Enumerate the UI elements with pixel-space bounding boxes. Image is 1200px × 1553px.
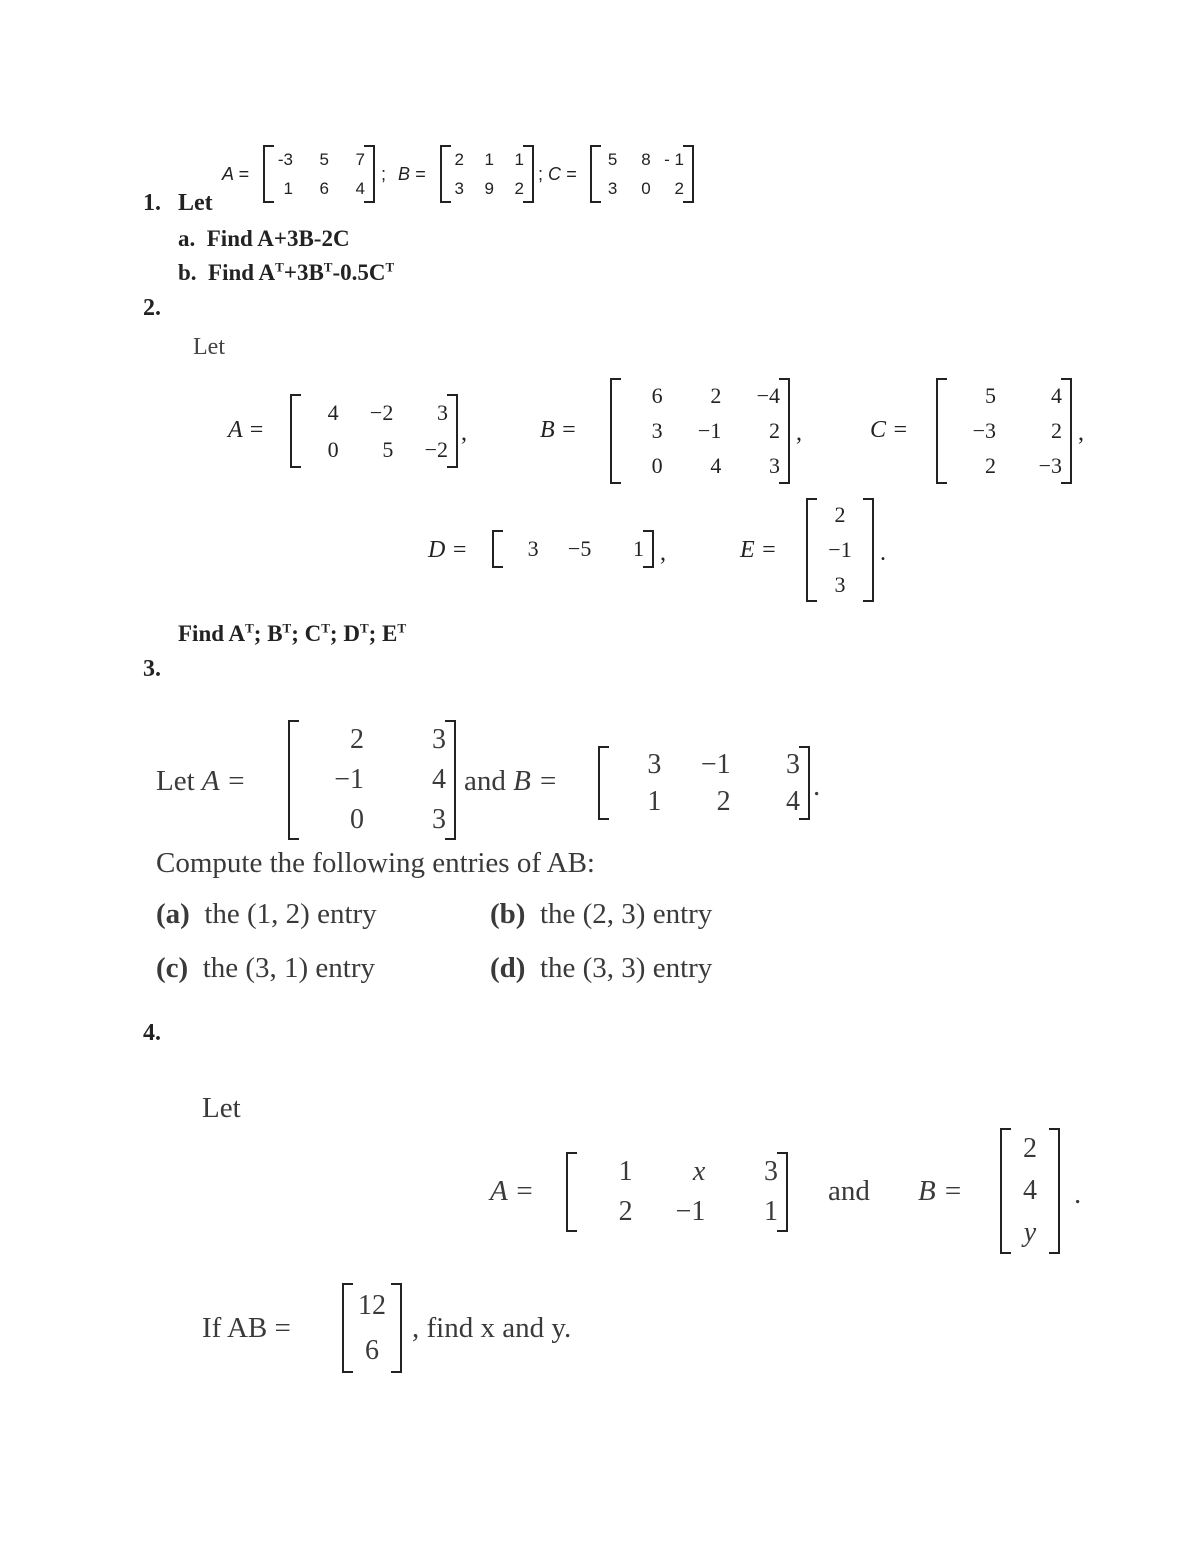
matrix-entry: 2 bbox=[834, 502, 846, 528]
p4-let: Let bbox=[202, 1092, 241, 1124]
matrix-entry: 3 bbox=[769, 453, 780, 479]
matrix-entry: 2 bbox=[350, 724, 364, 755]
matrix-entry: 3 bbox=[763, 1156, 778, 1187]
matrix-entry: 3 bbox=[786, 748, 800, 780]
p3-prompt: Compute the following entries of AB: bbox=[156, 847, 595, 879]
matrix-entry: 4 bbox=[1051, 382, 1062, 408]
matrix-entry: 3 bbox=[607, 178, 618, 198]
matrix-entry: 1 bbox=[618, 1156, 633, 1187]
matrix-entry: −4 bbox=[756, 382, 780, 408]
matrix-entry: 2 bbox=[454, 149, 464, 169]
matrix-entry: 3 bbox=[432, 804, 446, 835]
matrix-entry: −2 bbox=[424, 436, 448, 462]
p3-item-d: (d) the (3, 3) entry bbox=[490, 952, 713, 984]
p2-let: Let bbox=[193, 334, 225, 360]
matrix-entry: −1 bbox=[828, 536, 852, 562]
matrix-entry: −1 bbox=[675, 1196, 706, 1227]
p3-item-b: (b) the (2, 3) entry bbox=[490, 898, 713, 930]
p2-comma: , bbox=[796, 420, 802, 446]
matrix-entry: 3 bbox=[647, 748, 662, 780]
p3-let: Let A = bbox=[156, 765, 246, 797]
matrix-entry: 6 bbox=[651, 382, 663, 408]
p3-item-c: (c) the (3, 1) entry bbox=[156, 952, 376, 984]
matrix-entry: 3 bbox=[527, 536, 539, 561]
matrix-entry: 0 bbox=[350, 804, 364, 835]
p2-comma: , bbox=[660, 540, 666, 566]
matrix-entry: 3 bbox=[437, 399, 448, 425]
matrix-entry: 2 bbox=[514, 178, 524, 198]
matrix-entry: 7 bbox=[355, 149, 365, 169]
list-marker: (b) bbox=[490, 898, 526, 930]
matrix-entry: 1 bbox=[484, 149, 494, 169]
matrix-entry: 12 bbox=[358, 1289, 386, 1321]
matrix-entry: 4 bbox=[1023, 1175, 1037, 1206]
matrix-entry: 2 bbox=[710, 382, 722, 408]
p2-e-label: E = bbox=[740, 537, 777, 563]
matrix-entry: −3 bbox=[1038, 453, 1062, 479]
matrix-entry: 0 bbox=[651, 453, 663, 479]
question-text: Find A+3B-2C bbox=[206, 226, 350, 251]
matrix-entry: 5 bbox=[607, 149, 618, 169]
problem-1-number: 1. bbox=[143, 190, 161, 216]
list-marker: (d) bbox=[490, 952, 526, 984]
matrix-entry: −5 bbox=[567, 536, 592, 561]
p2-comma: , bbox=[461, 420, 467, 446]
list-marker: (a) bbox=[156, 898, 190, 930]
p4-a-label: A = bbox=[490, 1175, 535, 1207]
matrix-entry: 6 bbox=[319, 178, 329, 198]
p2-a-label: A = bbox=[228, 417, 265, 443]
matrix-entry: 4 bbox=[786, 785, 800, 817]
p2-matrix-a bbox=[290, 394, 458, 468]
p2-find-transposes: Find $A^T$; $B^T$; $C^T$; $D^T$; $E^T$ bbox=[178, 620, 407, 646]
matrix-entry: 2 bbox=[1023, 1133, 1037, 1164]
matrix-entry: 2 bbox=[769, 417, 780, 443]
matrix-entry: 2 bbox=[985, 453, 996, 479]
matrix-entry: 9 bbox=[484, 178, 494, 198]
matrix-entry: 4 bbox=[710, 453, 722, 479]
p1-subquestion-b: b. Find $A^T+3B^T-0.5C^T$ bbox=[178, 259, 395, 285]
p4-if-label: If AB = bbox=[202, 1312, 291, 1344]
p2-matrix-d bbox=[492, 530, 654, 568]
list-marker: (c) bbox=[156, 952, 189, 984]
matrix-entry: 3 bbox=[432, 724, 446, 755]
p3-and: and B = bbox=[464, 765, 558, 797]
p1-matrix-c bbox=[590, 145, 694, 203]
matrix-entry: 1 bbox=[283, 178, 293, 198]
problem-1-let: Let bbox=[178, 190, 213, 216]
p1-matrix-b bbox=[440, 145, 534, 203]
matrix-entry: 3 bbox=[651, 417, 663, 443]
p4-b-label: B = bbox=[918, 1175, 963, 1207]
p1-matrix-a bbox=[263, 145, 375, 203]
matrix-entry: −1 bbox=[700, 748, 731, 780]
matrix-entry: - 1 bbox=[664, 149, 684, 169]
p4-period: . bbox=[1074, 1178, 1082, 1210]
matrix-entry: 4 bbox=[432, 764, 446, 795]
p3-item-a: (a) the (1, 2) entry bbox=[156, 898, 377, 930]
p1-a-label: A = bbox=[222, 164, 249, 184]
matrix-entry: −3 bbox=[972, 417, 996, 443]
matrix-entry: −2 bbox=[369, 399, 394, 425]
problem-2-number: 2. bbox=[143, 295, 161, 321]
problem-4-number: 4. bbox=[143, 1020, 161, 1046]
matrix-entry: 5 bbox=[319, 149, 329, 169]
matrix-entry: y bbox=[1023, 1217, 1037, 1248]
matrix-entry: 2 bbox=[1051, 417, 1062, 443]
p4-tail: , find x and y. bbox=[412, 1312, 572, 1344]
p4-matrix-ab bbox=[342, 1283, 402, 1373]
matrix-entry: 1 bbox=[514, 149, 524, 169]
matrix-entry: x bbox=[692, 1156, 706, 1187]
matrix-entry: −1 bbox=[334, 764, 364, 795]
list-marker: a. bbox=[178, 226, 196, 251]
p2-matrix-e bbox=[806, 498, 874, 602]
matrix-entry: 1 bbox=[763, 1196, 778, 1227]
matrix-entry: 6 bbox=[365, 1334, 379, 1366]
p3-matrix-a bbox=[288, 720, 456, 840]
p3-period: . bbox=[813, 770, 821, 802]
matrix-entry: 4 bbox=[327, 399, 339, 425]
matrix-entry: 1 bbox=[647, 785, 662, 817]
matrix-entry: 5 bbox=[985, 382, 996, 408]
p3-matrix-b bbox=[598, 746, 810, 820]
matrix-entry: 1 bbox=[633, 536, 644, 561]
matrix-entry: −1 bbox=[697, 417, 722, 443]
matrix-entry: 8 bbox=[641, 149, 651, 169]
p2-matrix-c bbox=[936, 378, 1072, 484]
problem-3-number: 3. bbox=[143, 656, 161, 682]
list-marker: b. bbox=[178, 260, 197, 285]
matrix-entry: 3 bbox=[454, 178, 464, 198]
matrix-entry: 2 bbox=[716, 785, 731, 817]
matrix-entry: 2 bbox=[674, 178, 684, 198]
p1-b-label: B = bbox=[398, 164, 426, 184]
p4-matrix-b bbox=[1000, 1128, 1060, 1254]
p1-c-label: C = bbox=[548, 164, 577, 184]
matrix-entry: 2 bbox=[618, 1196, 633, 1227]
p2-matrix-b bbox=[610, 378, 790, 484]
matrix-entry: 4 bbox=[355, 178, 365, 198]
matrix-entry: 3 bbox=[834, 571, 846, 597]
matrix-entry: -3 bbox=[277, 149, 293, 169]
p1-separator: ; bbox=[381, 164, 387, 184]
p2-period: . bbox=[880, 540, 886, 566]
matrix-entry: 0 bbox=[641, 178, 651, 198]
p2-comma: , bbox=[1078, 420, 1084, 446]
matrix-entry: 5 bbox=[382, 436, 394, 462]
p1-separator: ; bbox=[538, 164, 544, 184]
p2-c-label: C = bbox=[870, 417, 909, 443]
p2-d-label: D = bbox=[428, 537, 468, 563]
p4-matrix-a bbox=[566, 1152, 788, 1232]
p1-subquestion-a bbox=[178, 226, 350, 252]
p2-b-label: B = bbox=[540, 417, 577, 443]
p4-and: and bbox=[828, 1175, 870, 1207]
matrix-entry: 0 bbox=[327, 436, 339, 462]
